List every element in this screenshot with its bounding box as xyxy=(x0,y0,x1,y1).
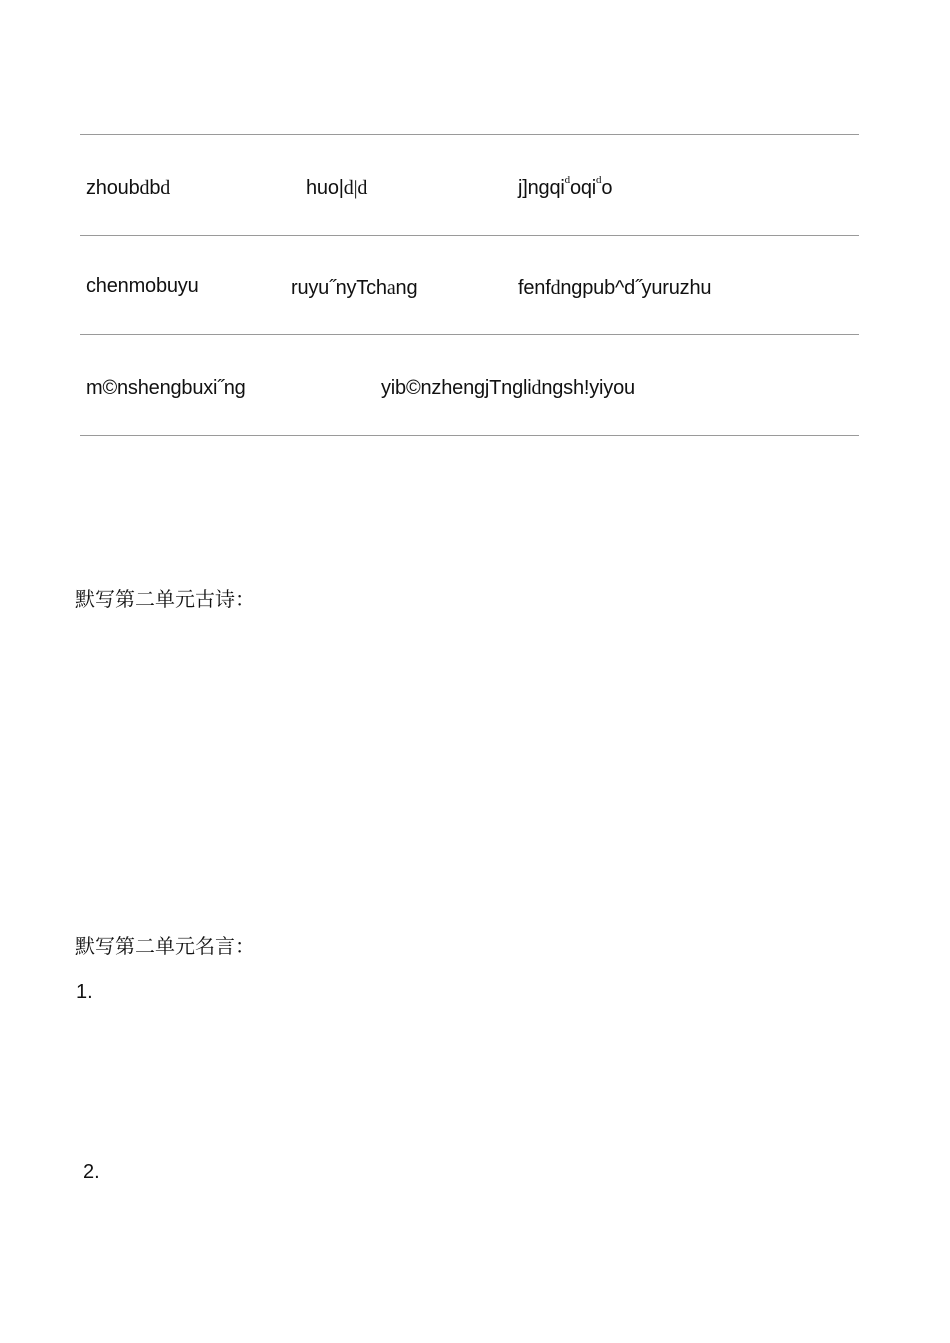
pinyin-cell-r2c2: ruyu˝nyTchang xyxy=(291,277,418,299)
pinyin-cell-r3c1: m©nshengbuxi˝ng xyxy=(86,377,246,399)
quote-item-1-number: 1. xyxy=(76,981,93,1003)
pinyin-cell-r1c3: j]ngqi$^d$oqi$^d$o xyxy=(518,174,613,199)
table-rule-1 xyxy=(80,235,859,236)
pinyin-cell-r2c3: fenfdngpub^d˝yuruzhu xyxy=(518,277,712,299)
table-rule-top xyxy=(80,134,859,135)
pinyin-cell-r2c1: chenmobuyu xyxy=(86,275,199,297)
pinyin-cell-r3c2: yib©nzhengjTnglidngsh!yiyou xyxy=(381,377,635,399)
pinyin-cell-r1c1: zhoubdbd xyxy=(86,177,171,199)
pinyin-cell-r1c2: huo|d|d xyxy=(306,177,368,199)
quote-item-2-number: 2. xyxy=(83,1161,100,1183)
quote-dictation-heading: 默写第二单元名言： xyxy=(75,934,255,958)
poem-dictation-heading: 默写第二单元古诗： xyxy=(75,587,255,611)
table-rule-bottom xyxy=(80,435,859,436)
table-rule-2 xyxy=(80,334,859,335)
